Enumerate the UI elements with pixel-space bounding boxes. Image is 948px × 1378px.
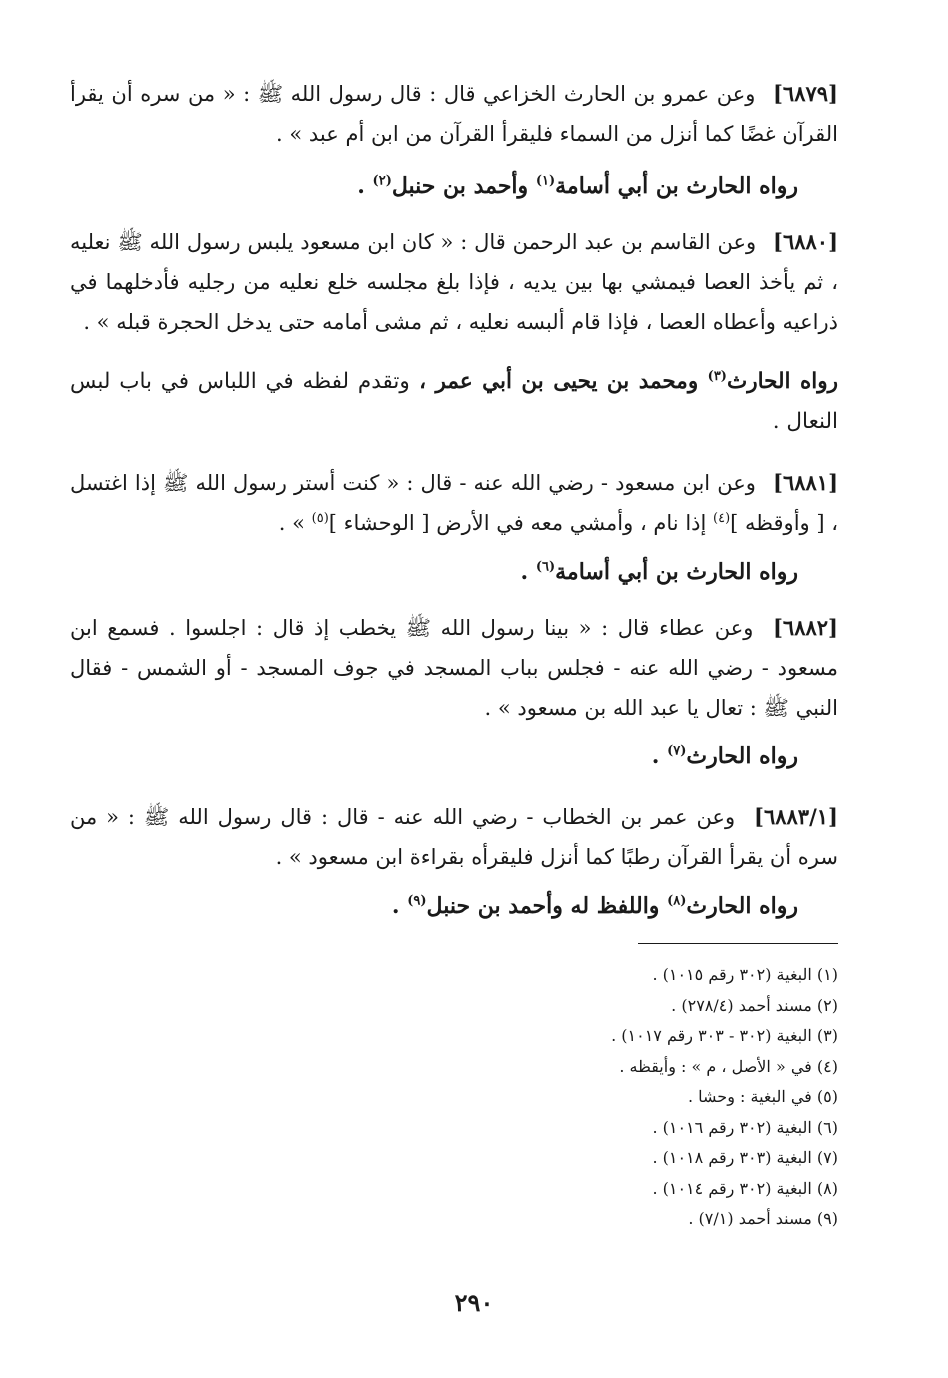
footnotes: [438, 960, 838, 1235]
footnote-2: (٢) مسند أحمد (٢٧٨/٤) .: [671, 995, 838, 1015]
footnote-3: (٣) البغية (٣٠٢ - ٣٠٣ رقم ١٠١٧) .: [611, 1026, 838, 1045]
attribution-text: .: [357, 173, 373, 199]
hadith-number: [٦٨٨٠]: [773, 229, 838, 254]
hadith-number: [٦٨٨٢]: [772, 615, 838, 640]
footnote-ref[interactable]: (١): [535, 173, 556, 189]
attribution-text: وأحمد بن حنبل: [391, 173, 536, 199]
footnote-ref[interactable]: (٣): [707, 368, 727, 384]
footnote-ref[interactable]: (٧): [667, 743, 687, 759]
attribution-6882: [78, 736, 798, 776]
footnote-ref[interactable]: (٨): [667, 893, 687, 909]
hadith-text: وعن عمرو بن الحارث الخزاعي قال : قال رسول الله ﷺ : « من سره أن يقرأ القرآن غضًا كما أنزل من السماء فليقرأ القرآن من ابن أم عبد » .: [70, 82, 838, 146]
hadith-6883-1: [70, 797, 838, 877]
footnote-ref[interactable]: (٦): [535, 559, 556, 575]
attribution-text: رواه الحارث: [726, 369, 838, 394]
attribution-text: رواه الحارث بن أبي أسامة: [555, 173, 798, 199]
attribution-text: وتقدم لفظه في اللباس في باب لبس النعال .: [70, 369, 838, 434]
footnote-8: (٨) البغية (٣٠٢ رقم ١٠١٤) .: [652, 1178, 838, 1198]
hadith-6879: [70, 74, 838, 154]
attribution-6883-1: [78, 886, 798, 926]
hadith-text: إذا نام ، وأمشي معه في الأرض [ الوحشاء ]: [328, 511, 714, 535]
attribution-text: .: [651, 743, 668, 769]
hadith-number: [٦٨٨١]: [773, 470, 838, 495]
footnote-divider: [638, 943, 838, 944]
footnote-4: (٤) في « الأصل ، م » : وأيقظه .: [619, 1056, 838, 1076]
hadith-number: [٦٨٧٩]: [772, 81, 838, 106]
attribution-6881: [78, 552, 798, 592]
attribution-text: رواه الحارث: [686, 893, 798, 919]
attribution-text: رواه الحارث بن أبي أسامة: [555, 559, 798, 585]
attribution-text: ومحمد بن يحيى بن أبي عمر ،: [409, 369, 708, 394]
attribution-text: .: [520, 559, 536, 585]
hadith-text: » .: [278, 511, 312, 535]
page-number: ٢٩٠: [454, 1288, 494, 1317]
attribution-text: .: [391, 893, 408, 919]
hadith-6880: [70, 222, 838, 342]
attribution-6879: [78, 166, 798, 206]
hadith-6882: [70, 608, 838, 728]
footnote-ref[interactable]: (٤): [713, 511, 731, 526]
hadith-text: وعن عمر بن الخطاب - رضي الله عنه - قال : قال رسول الله ﷺ : « من سره أن يقرأ القرآن رطبًا كما أنزل فليقرأه بقراءة ابن مسعود » .: [70, 805, 838, 869]
hadith-text: وعن عطاء قال : « بينا رسول الله ﷺ يخطب إذ قال : اجلسوا . فسمع ابن مسعود - رضي الله عنه - فجلس بباب المسجد في جوف المسجد - أو الشمس - فقال النبي ﷺ : تعال يا عبد الله بن مسعود » .: [70, 616, 838, 720]
footnote-5: (٥) في البغية : وحشا .: [687, 1087, 838, 1106]
hadith-number: [٦٨٨٣/١]: [754, 804, 838, 829]
attribution-6880: [70, 362, 838, 442]
footnote-ref[interactable]: (٩): [407, 893, 427, 909]
footnote-6: (٦) البغية (٣٠٢ رقم ١٠١٦) .: [652, 1117, 838, 1137]
footnote-ref[interactable]: (٥): [311, 511, 329, 526]
hadith-6881: [70, 463, 838, 543]
footnote-1: (١) البغية (٣٠٢ رقم ١٠١٥) .: [652, 965, 838, 984]
footnote-ref[interactable]: (٢): [372, 173, 392, 189]
attribution-text: واللفظ له وأحمد بن حنبل: [426, 893, 668, 919]
attribution-text: رواه الحارث: [686, 743, 798, 769]
hadith-text: وعن ابن مسعود - رضي الله عنه - قال : « كنت أستر رسول الله ﷺ إذا اغتسل ، [ وأوقظه ]: [70, 471, 838, 535]
hadith-text: وعن القاسم بن عبد الرحمن قال : « كان ابن مسعود يلبس رسول الله ﷺ نعليه ، ثم يأخذ العصا فيمشي بها بين يديه ، فإذا بلغ مجلسه خلع نعليه من رجليه فأدخلهما في ذراعيه وأعطاه العصا ، فإذا قام ألبسه نعليه ، ثم مشى أمامه حتى يدخل الحجرة قبله » .: [70, 230, 838, 334]
footnote-7: (٧) البغية (٣٠٣ رقم ١٠١٨) .: [652, 1148, 838, 1167]
footnote-9: (٩) مسند أحمد (٧/١) .: [688, 1209, 838, 1228]
